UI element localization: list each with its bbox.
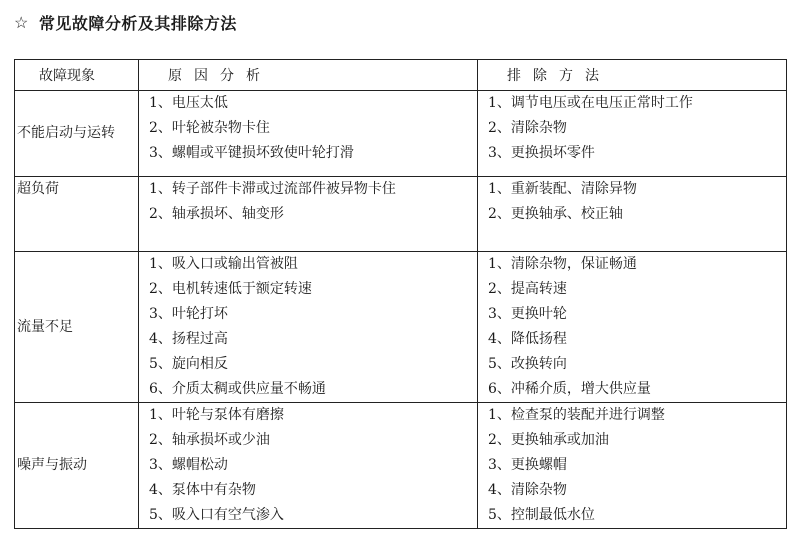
cause-item: 2、轴承损坏或少油 (149, 432, 270, 448)
cause-item: 2、叶轮被杂物卡住 (149, 120, 270, 136)
remedy-item: 2、更换轴承、校正轴 (488, 206, 623, 222)
phenomenon-cell (15, 177, 139, 252)
remedy-cell (478, 403, 787, 529)
header-remedy: 排除方法 (478, 60, 787, 91)
table-row (15, 177, 787, 252)
phenomenon-cell (15, 252, 139, 403)
phenomenon-text: 噪声与振动 (17, 457, 87, 473)
cause-cell (139, 403, 478, 529)
cause-cell (139, 177, 478, 252)
cause-item: 4、扬程过高 (149, 331, 228, 347)
remedy-cell (478, 91, 787, 177)
phenomenon-text: 不能启动与运转 (17, 125, 115, 141)
remedy-cell (478, 252, 787, 403)
cause-item: 1、叶轮与泵体有磨擦 (149, 407, 284, 423)
remedy-item: 1、重新装配、清除异物 (488, 181, 637, 197)
table-row (15, 252, 787, 403)
cause-item: 2、电机转速低于额定转速 (149, 281, 312, 297)
remedy-item: 3、更换螺帽 (488, 457, 567, 473)
remedy-item: 1、检查泵的装配并进行调整 (488, 407, 665, 423)
remedy-item: 4、清除杂物 (488, 482, 567, 498)
cause-item: 1、吸入口或输出管被阻 (149, 256, 298, 272)
remedy-item: 3、更换损坏零件 (488, 145, 595, 161)
phenomenon-text: 超负荷 (17, 181, 59, 197)
remedy-item: 3、更换叶轮 (488, 306, 567, 322)
table-row (15, 403, 787, 529)
cause-item: 3、叶轮打坏 (149, 306, 228, 322)
cause-cell (139, 252, 478, 403)
page-title (14, 11, 237, 34)
remedy-item: 5、改换转向 (488, 356, 567, 372)
page-title-text: 常见故障分析及其排除方法 (38, 14, 237, 33)
fault-table (14, 59, 787, 529)
remedy-item: 2、提高转速 (488, 281, 567, 297)
table-header-row (15, 60, 787, 91)
remedy-item: 1、调节电压或在电压正常时工作 (488, 95, 693, 111)
remedy-item: 5、控制最低水位 (488, 507, 595, 523)
header-cause: 原因分析 (139, 60, 478, 91)
remedy-item: 6、冲稀介质，增大供应量 (488, 381, 651, 397)
phenomenon-cell (15, 91, 139, 177)
cause-item: 4、泵体中有杂物 (149, 482, 256, 498)
cause-item: 5、吸入口有空气渗入 (149, 507, 284, 523)
header-phenomenon: 故障现象 (15, 60, 139, 91)
star-outline-icon: ☆ (14, 13, 29, 32)
remedy-item: 2、清除杂物 (488, 120, 567, 136)
remedy-item: 2、更换轴承或加油 (488, 432, 609, 448)
remedy-cell (478, 177, 787, 252)
remedy-item: 1、清除杂物，保证畅通 (488, 256, 637, 272)
phenomenon-text: 流量不足 (17, 318, 73, 335)
remedy-item: 4、降低扬程 (488, 331, 567, 347)
cause-item: 1、电压太低 (149, 95, 228, 111)
cause-item: 3、螺帽松动 (149, 457, 228, 473)
cause-cell (139, 91, 478, 177)
table-row (15, 91, 787, 177)
cause-item: 1、转子部件卡滞或过流部件被异物卡住 (149, 181, 396, 197)
phenomenon-cell (15, 403, 139, 529)
cause-item: 2、轴承损坏、轴变形 (149, 206, 284, 222)
cause-item: 5、旋向相反 (149, 356, 228, 372)
cause-item: 3、螺帽或平键损坏致使叶轮打滑 (149, 145, 354, 161)
cause-item: 6、介质太稠或供应量不畅通 (149, 381, 326, 397)
